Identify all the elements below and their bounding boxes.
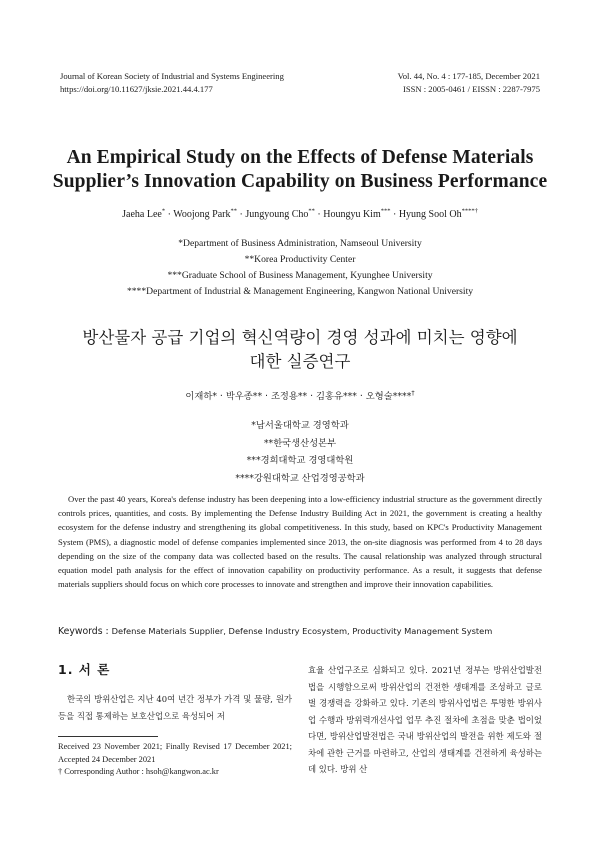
keywords [58, 625, 542, 638]
affiliations-english [0, 236, 600, 300]
title-line-1: An Empirical Study on the Effects of Defense Materials [66, 147, 534, 168]
author: Jungyoung Cho** [245, 208, 315, 221]
paper-title-korean [0, 326, 600, 374]
volume-issue: Vol. 44, No. 4 : 177-185, December 2021 [397, 71, 540, 81]
author-list-english: Jaeha Lee* · Woojong Park** · Jungyoung Cho** · Houngyu Kim*** · Hyung Sool Oh****† [122, 208, 478, 221]
abstract-text: Over the past 40 years, Korea's defense industry has been deepening into a low-efficiency industrial structure as the government directly controls prices, quantities, and costs. By implementing the Defense Industry Building Act in 2021, the government is creating a healthy ecosystem for the defense industry and strengthening its global competitiveness. In this study, based on KPC's Productivity Management System (PMS), a diagnostic model of defense companies implemented since 2013, the on-site diagnosis was performed from 4 to 28 days depending on the size of the company data was collected based on the results. The causal relationship was analyzed through structural equation model path analysis for the effect of innovation capability on productivity performance. As a result, it suggests that defense materials suppliers should focus on which core processes to innovate and strengthen and improve their innovation capabilities. [58, 494, 542, 590]
paper-title-english [0, 146, 600, 194]
affiliation: ****Department of Industrial & Management Engineering, Kangwon National University [126, 286, 474, 297]
footnote-divider [58, 736, 158, 737]
section-heading: 1. 서 론 [58, 662, 111, 677]
journal-info [60, 70, 284, 96]
body-column-left [58, 662, 292, 724]
affiliation: *Department of Business Administration, Namseoul University [178, 238, 422, 249]
body-paragraph: 한국의 방위산업은 지난 40여 년간 정부가 가격 및 물량, 원가 등을 직접 통제하는 보호산업으로 육성되어 저 [58, 694, 292, 721]
author: Jaeha Lee* [122, 208, 166, 221]
affiliation-ko: ****강원대학교 산업경영공학과 [235, 472, 365, 484]
keywords-text: Defense Materials Supplier, Defense Industry Ecosystem, Productivity Management System [111, 626, 493, 636]
body-paragraph: 효율 산업구조로 심화되고 있다. 2021년 정부는 방위산업발전법을 시행함으로써 방위산업의 건전한 생태계를 조성하고 글로벌 경쟁력을 강화하고 있다. 기존의 방위사업법은 투명한 방위사업 수행과 방위력개선사업 업무 추진 절차에 초점을 맞춘 법이었다면, 방위산업발전법은 국내 방위산업의 발전을 위한 제도와 절차에 관한 근거를 마련하고, 산업의 생태계를 건전하게 육성하는데 있다. 방위 산 [308, 665, 542, 774]
affiliations-korean [0, 417, 600, 487]
issn: ISSN : 2005-0461 / EISSN : 2287-7975 [402, 84, 540, 94]
author: Hyung Sool Oh****† [398, 208, 478, 221]
affiliation: ***Graduate School of Business Management, Kyunghee University [167, 270, 433, 281]
doi: https://doi.org/10.11627/jksie.2021.44.4.177 [60, 84, 213, 94]
author: Woojong Park** [173, 208, 237, 221]
corresponding-author: † Corresponding Author : hsoh@kangwon.ac.kr [58, 767, 219, 776]
affiliation-ko: **한국생산성본부 [263, 437, 337, 449]
author: Houngyu Kim*** [323, 208, 391, 221]
keywords-label: Keywords : [58, 626, 112, 637]
title-ko-line-2: 대한 실증연구 [249, 352, 351, 371]
affiliation: **Korea Productivity Center [244, 254, 356, 265]
received-dates: Received 23 November 2021; Finally Revised 17 December 2021; Accepted 24 December 2021 [58, 742, 292, 764]
title-ko-line-1: 방산물자 공급 기업의 혁신역량이 경영 성과에 미치는 영향에 [82, 328, 518, 347]
abstract [58, 492, 542, 591]
journal-name: Journal of Korean Society of Industrial and Systems Engineering [60, 71, 284, 81]
footnotes [58, 741, 292, 779]
title-line-2: Supplier’s Innovation Capability on Business Performance [52, 171, 548, 192]
author-list-korean: 이재하* · 박우종** · 조정용** · 김홍유*** · 오형술****† [185, 389, 415, 403]
affiliation-ko: ***경희대학교 경영대학원 [246, 455, 354, 466]
body-column-right [308, 662, 542, 778]
volume-info [398, 70, 540, 96]
affiliation-ko: *남서울대학교 경영학과 [251, 420, 349, 431]
